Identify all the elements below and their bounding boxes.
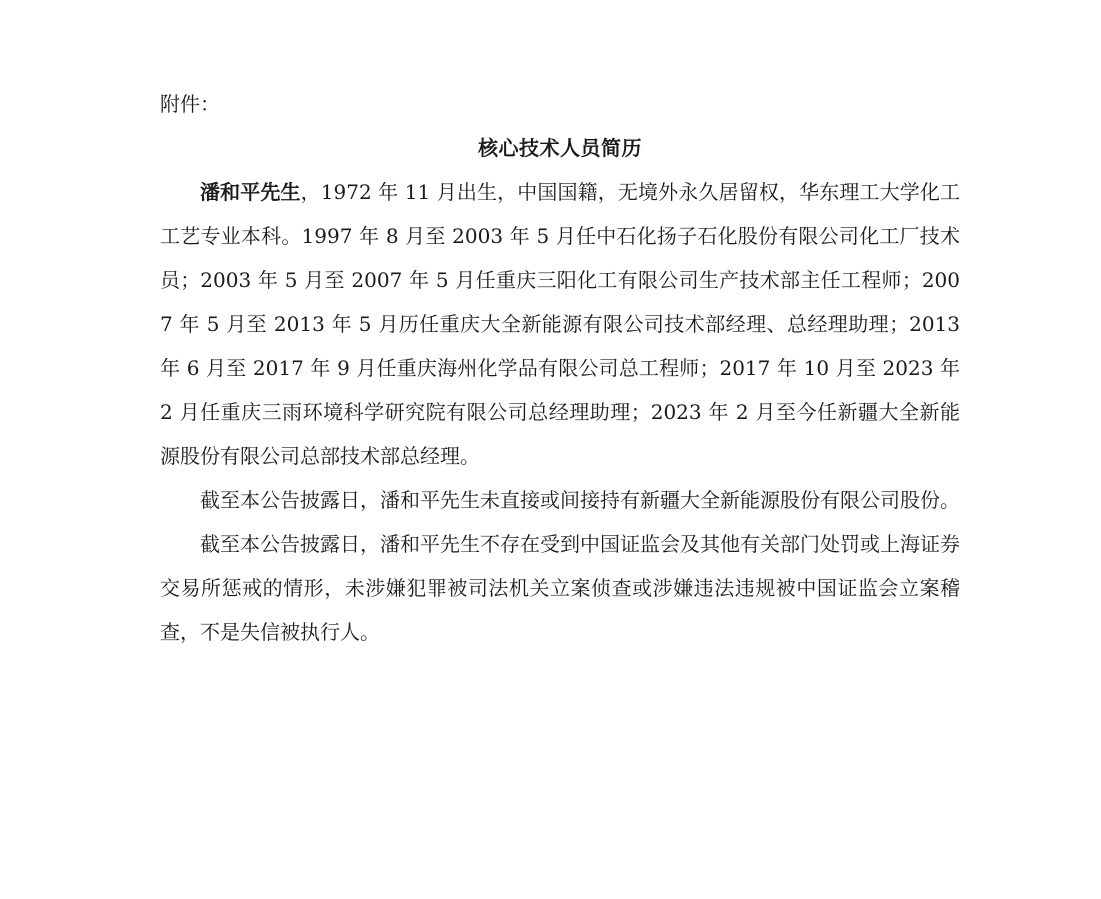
document-body: [160, 82, 960, 654]
bio-text: ，1972 年 11 月出生，中国国籍，无境外永久居留权，华东理工大学化工工艺专业本科。1997 年 8 月至 2003 年 5 月任中石化扬子石化股份有限公司化工厂技术员；2003 年 5 月至 2007 年 5 月任重庆三阳化工有限公司生产技术部主任工程师；2007 年 5 月至 2013 年 5 月历任重庆大全新能源有限公司技术部经理、总经理助理；2013 年 6 月至 2017 年 9 月任重庆海州化学品有限公司总工程师；2017 年 10 月至 2023 年 2 月任重庆三雨环境科学研究院有限公司总经理助理；2023 年 2 月至今任新疆大全新能源股份有限公司总部技术部总经理。: [160, 180, 960, 468]
bio-paragraph: [160, 170, 960, 478]
shareholding-paragraph: 截至本公告披露日，潘和平先生未直接或间接持有新疆大全新能源股份有限公司股份。: [200, 488, 960, 512]
person-name: 潘和平先生: [200, 180, 301, 204]
document-title: 核心技术人员简历: [478, 136, 642, 160]
compliance-paragraph: 截至本公告披露日，潘和平先生不存在受到中国证监会及其他有关部门处罚或上海证券交易所惩戒的情形，未涉嫌犯罪被司法机关立案侦查或涉嫌违法违规被中国证监会立案稽查，不是失信被执行人。: [160, 532, 960, 644]
attachment-label: 附件：: [160, 92, 220, 116]
